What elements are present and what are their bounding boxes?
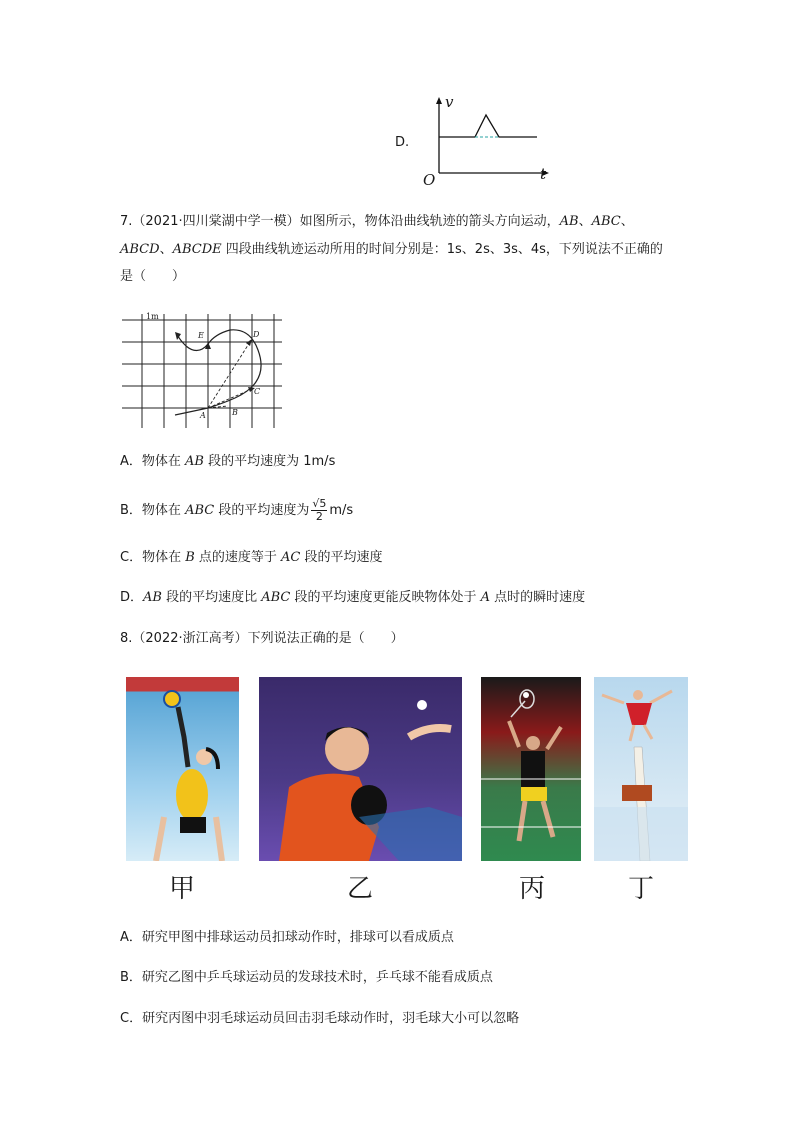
photo-volleyball bbox=[126, 677, 239, 861]
q8-option-a: A．研究甲图中排球运动员扣球动作时，排球可以看成质点 bbox=[120, 930, 454, 945]
vt-option-label: D. bbox=[395, 135, 410, 150]
q8-stem: 8.（2022·浙江高考）下列说法正确的是（ ） bbox=[120, 631, 404, 646]
photo-label-jia: 甲 bbox=[168, 874, 195, 904]
point-e: E bbox=[198, 331, 204, 340]
q8-number: 8. bbox=[120, 631, 133, 646]
trajectory-grid-svg bbox=[120, 312, 285, 430]
vt-graph-svg bbox=[423, 95, 555, 187]
volleyball-ball bbox=[164, 691, 180, 707]
origin-label: O bbox=[423, 171, 436, 189]
point-c: C bbox=[254, 387, 261, 396]
q7-stem-line-2: ABCD、ABCDE 四段曲线轨迹运动所用的时间分别是：1s、2s、3s、4s，下列说法不正确的 bbox=[120, 242, 663, 257]
point-b: B bbox=[232, 408, 238, 417]
photo-badminton bbox=[481, 677, 581, 861]
photo-table-tennis bbox=[259, 677, 462, 861]
photo-balance-beam bbox=[594, 677, 688, 861]
point-a: A bbox=[200, 411, 206, 420]
q7-stem-line-3: 是（ ） bbox=[120, 269, 186, 284]
q7-source: （2021·四川棠湖中学一模） bbox=[132, 214, 300, 229]
q8-option-b: B．研究乙图中乒乓球运动员的发球技术时，乒乓球不能看成质点 bbox=[120, 970, 493, 985]
v-axis-arrow bbox=[436, 97, 442, 104]
shuttlecock bbox=[523, 692, 529, 698]
badminton-player bbox=[521, 751, 545, 789]
photo-label-yi: 乙 bbox=[346, 874, 373, 904]
point-d: D bbox=[253, 330, 260, 339]
fraction: $\frac{√5}{2}$ bbox=[312, 497, 327, 523]
q7-stem-line-1: 7.（2021·四川棠湖中学一模）如图所示，物体沿曲线轨迹的箭头方向运动，AB、ABC、 bbox=[120, 214, 634, 229]
volleyball-player bbox=[176, 769, 208, 821]
q7-option-d: D．AB 段的平均速度比 ABC 段的平均速度更能反映物体处于 A 点时的瞬时速度 bbox=[120, 590, 586, 605]
q7-option-b: B．物体在 ABC 段的平均速度为 $\frac{√5}{2}$ m/s bbox=[120, 497, 354, 523]
vt-graph bbox=[395, 95, 555, 190]
photo-label-ding: 丁 bbox=[627, 874, 654, 904]
photo-label-bing: 丙 bbox=[518, 874, 545, 904]
trajectory-grid bbox=[120, 312, 285, 430]
q7-option-a: A．物体在 AB 段的平均速度为 1m/s bbox=[120, 454, 336, 469]
v-axis-label: v bbox=[445, 93, 454, 111]
q7-option-c: C．物体在 B 点的速度等于 AC 段的平均速度 bbox=[120, 550, 383, 565]
ping-pong-ball bbox=[417, 700, 427, 710]
q7-number: 7. bbox=[120, 214, 133, 229]
q8-option-c: C．研究丙图中羽毛球运动员回击羽毛球动作时，羽毛球大小可以忽略 bbox=[120, 1011, 520, 1026]
q8-source: （2022·浙江高考） bbox=[132, 631, 248, 646]
t-axis-label: t bbox=[540, 165, 547, 183]
scale-label: 1m bbox=[146, 312, 159, 321]
velocity-curve bbox=[439, 115, 537, 137]
gymnast bbox=[626, 703, 652, 725]
